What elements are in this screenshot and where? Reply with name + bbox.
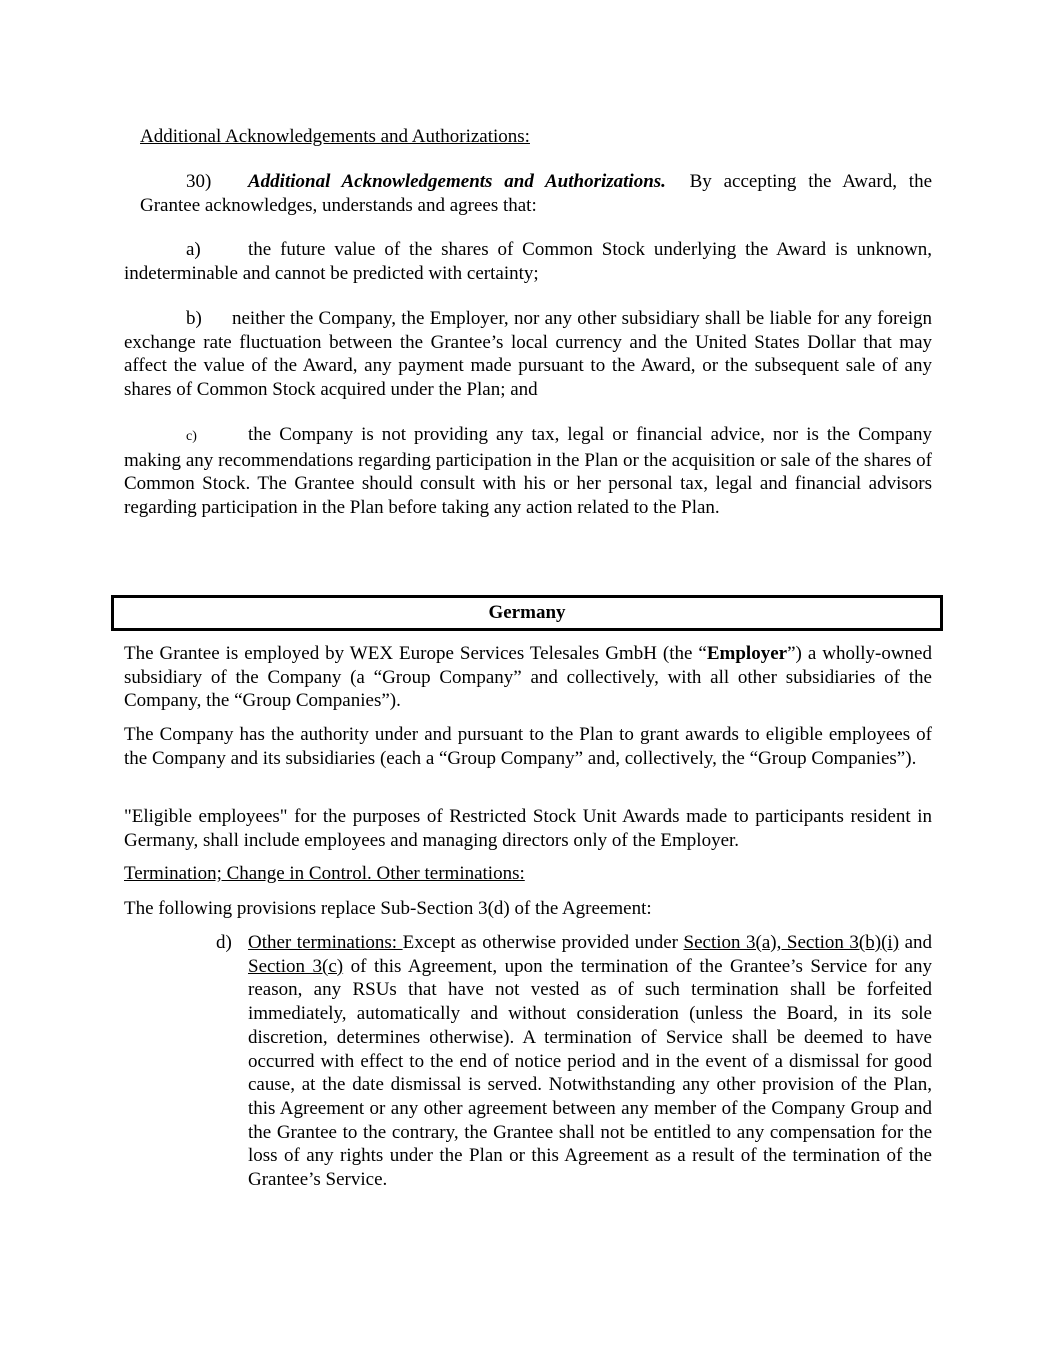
paragraph-text: By accepting the Award, the Grantee acknowledges, understands and agrees that: xyxy=(140,171,933,216)
item-text: neither the Company, the Employer, nor any other subsidiary shall be liable for any foreign exchange rate fluctuation between the Grantee’s local currency and the United States Dollar that may affect the value of the Award, any payment made pursuant to the Award, or the subsequent sale of any shares of Common Stock acquired under the Plan; and xyxy=(124,308,932,401)
item-a xyxy=(124,238,932,285)
text-segment: The Grantee is employed by WEX Europe Services Telesales GmbH (the “ xyxy=(124,643,707,664)
germany-heading: Germany xyxy=(488,602,566,623)
paragraph-30 xyxy=(140,170,932,217)
item-label: a) xyxy=(186,239,201,260)
text-segment: of this Agreement, upon the termination of the Grantee’s Service for any reason, any RSUs that have not vested as of such termination shall be forfeited immediately, automatically and without consideration (unless the Board, in its sole discretion, determines otherwise). A termination of Service shall be deemed to have occurred with effect to the end of notice period and in the event of a dismissal for good cause, at the date dismissal is served. Notwithstanding any other provision of the Plan, this Agreement or any other agreement between any member of the Company Group and the Grantee to the contrary, the Grantee shall not be entitled to any compensation for the loss of any rights under the Plan or this Agreement as a result of the termination of the Grantee’s Service. xyxy=(248,955,932,1191)
clause-d-label: d) xyxy=(216,932,232,953)
section-reference: Section 3(c) xyxy=(248,955,344,977)
item-text: the Company is not providing any tax, legal or financial advice, nor is the Company making any recommendations regarding participation in the Plan or the acquisition or sale of the shares of Common Stock. The Grantee should consult with his or her personal tax, legal and financial advisors regarding participation in the Plan before taking any action related to the Plan. xyxy=(124,424,932,519)
germany-heading-box xyxy=(111,595,943,631)
termination-heading: Termination; Change in Control. Other terminations: xyxy=(124,863,525,884)
text-segment: ”) a wholly-owned subsidiary of the Company (a “Group Company” and collectively, with all other subsidiaries of the Company, the “Group Companies”). xyxy=(124,643,932,712)
item-text: the future value of the shares of Common Stock underlying the Award is unknown, indeterminable and cannot be predicted with certainty; xyxy=(124,239,932,284)
replace-text: The following provisions replace Sub-Section 3(d) of the Agreement: xyxy=(124,898,652,919)
germany-paragraph-3: "Eligible employees" for the purposes of Restricted Stock Unit Awards made to participants resident in Germany, shall include employees and managing directors only of the Employer. xyxy=(124,806,932,851)
text-segment: Except as otherwise provided under xyxy=(402,932,684,953)
text-segment: and xyxy=(899,932,932,953)
germany-paragraph-1 xyxy=(124,642,932,713)
section-reference: Section 3(a), Section 3(b)(i) xyxy=(683,932,900,953)
paragraph-heading: Additional Acknowledgements and Authorizations. xyxy=(248,171,666,192)
item-b xyxy=(124,307,932,402)
clause-d-text xyxy=(248,931,932,1192)
item-c xyxy=(124,423,932,520)
item-label: b) xyxy=(186,308,202,329)
paragraph-number: 30) xyxy=(186,171,212,192)
clause-d-title: Other terminations: xyxy=(248,932,403,953)
germany-paragraph-2: The Company has the authority under and pursuant to the Plan to grant awards to eligible employees of the Company and its subsidiaries (each a “Group Company” and, collectively, the “Group Companies”). xyxy=(124,724,932,769)
section-title: Additional Acknowledgements and Authorizations: xyxy=(140,126,530,147)
item-label: c) xyxy=(186,429,197,444)
employer-term: Employer xyxy=(706,643,788,664)
